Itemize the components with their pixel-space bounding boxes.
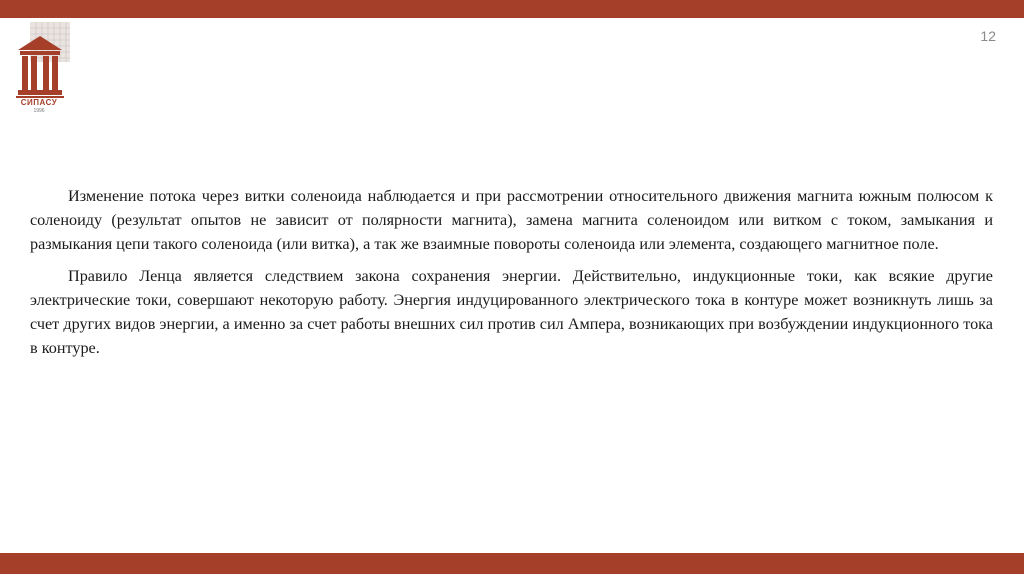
page-number: 12 [980,28,996,44]
logo-subtext: 1996 [33,108,45,114]
logo-text: СИПАСУ [20,98,58,107]
top-accent-bar [0,0,1024,18]
paragraph-2: Правило Ленца является следствием закона сохранения энергии. Действительно, индукционные токи, как всякие другие электрические токи, совершают некоторую работу. Энергия индуцированного электрического тока в контуре может возникнуть лишь за счет других видов энергии, а именно за счет работы внешних сил против сил Ампера, возникающих при возбуждении индукционного тока в контуре. [30,267,993,357]
slide-content [30,184,993,368]
paragraph-1: Изменение потока через витки соленоида наблюдается и при рассмотрении относительного движения магнита южным полюсом к соленоиду (результат опытов не зависит от полярности магнита), замена магнита соленоидом или витком с током, замыкания и размыкания цепи такого соленоида (или витка), а так же взаимные повороты соленоида или элемента, создающего магнитное поле. [30,187,993,253]
bottom-accent-bar [0,553,1024,574]
university-logo [14,20,72,116]
